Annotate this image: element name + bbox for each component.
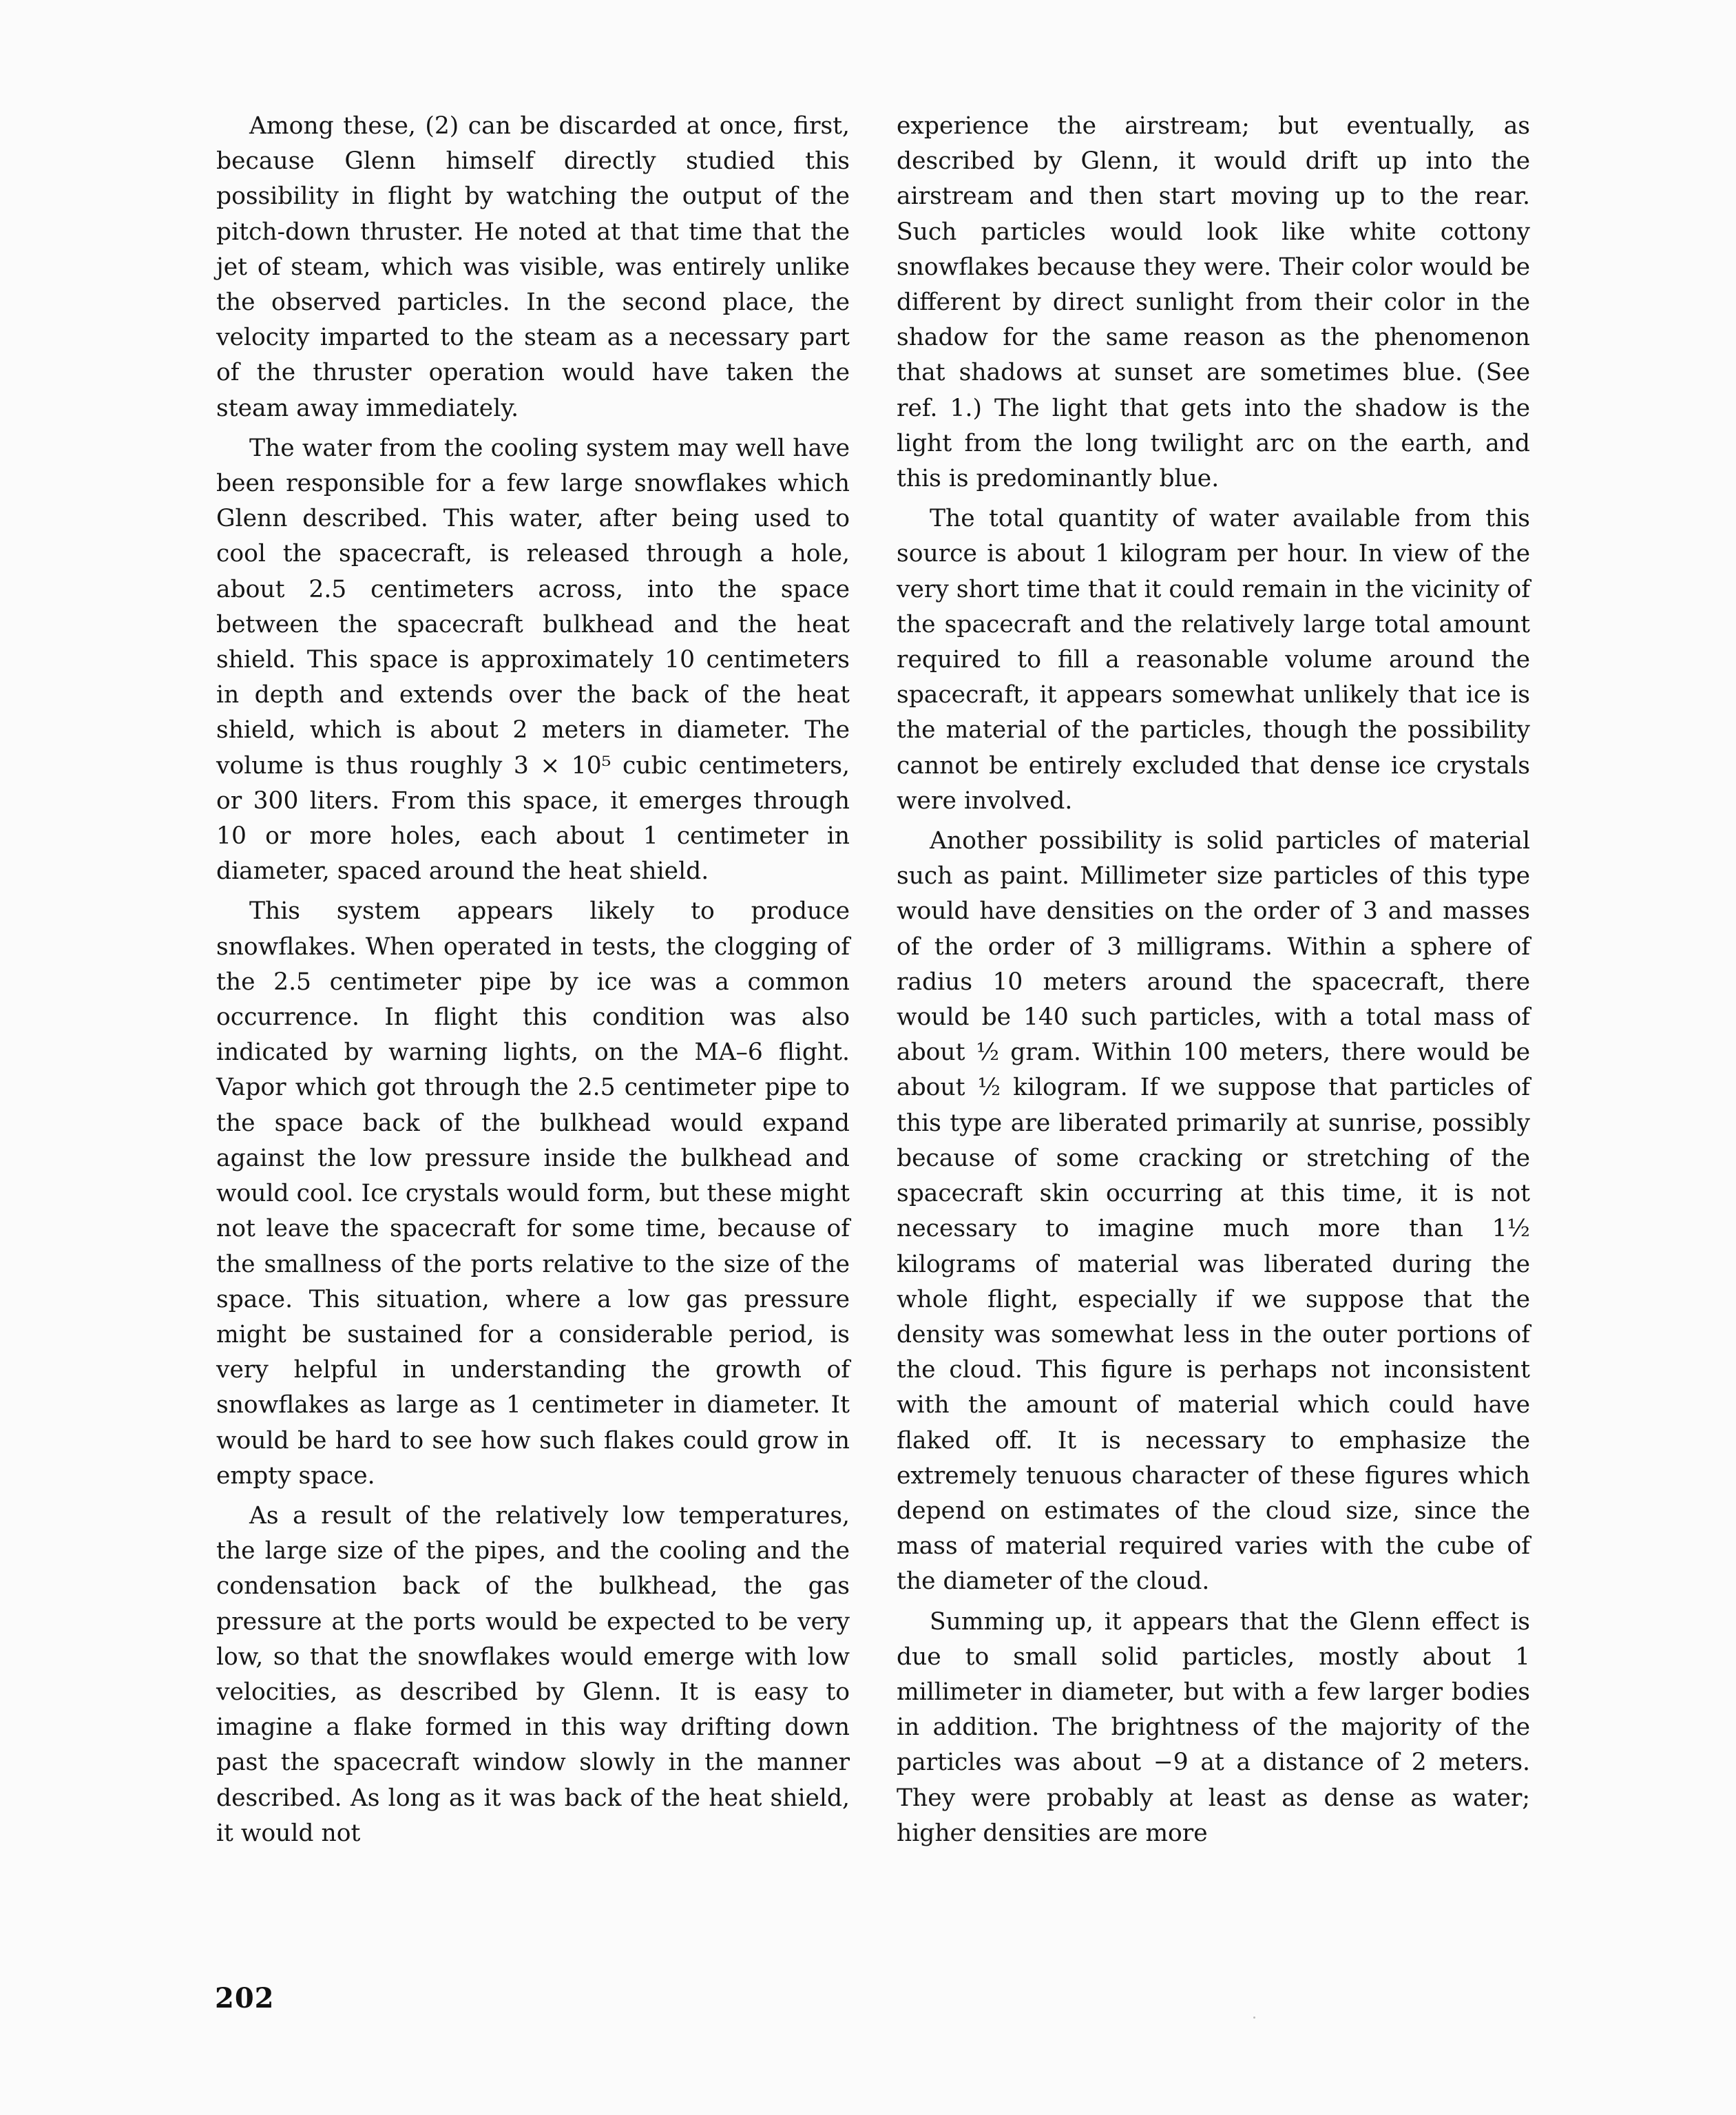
paragraph: The water from the cooling system may well have been responsible for a few large snowflakes which Glenn described. This water, after being used to cool the spacecraft, is released through a hole, about 2.5 centimeters across, into the space between the spacecraft bulkhead and the heat shield. This space is approximately 10 centimeters in depth and extends over the back of the heat shield, which is about 2 meters in diameter. The volume is thus roughly 3 × 10⁵ cubic centimeters, or 300 liters. From this space, it emerges through 10 or more holes, each about 1 centimeter in diameter, spaced around the heat shield. bbox=[216, 434, 850, 886]
paragraph-continued: experience the airstream; but eventually, as described by Glenn, it would drift up into the airstream and then start moving up to the rear. Such particles would look like white cottony snowflakes because they were. Their color would be different by direct sunlight from their color in the shadow for the same reason as the phenomenon that shadows at sunset are sometimes blue. (See ref. 1.) The light that gets into the shadow is the light from the long twilight arc on the earth, and this is predominantly blue. bbox=[897, 112, 1530, 493]
paragraph: This system appears likely to produce snowflakes. When operated in tests, the clogging of the 2.5 centimeter pipe by ice was a common occurrence. In flight this condition was also indicated by warning lights, on the MA–6 flight. Vapor which got through the 2.5 centimeter pipe to the space back of the bulkhead would expand against the low pressure inside the bulkhead and would cool. Ice crystals would form, but these might not leave the spacecraft for some time, because of the smallness of the ports relative to the size of the space. This situation, where a low gas pressure might be sustained for a considerable period, is very helpful in understanding the growth of snowflakes as large as 1 centimeter in diameter. It would be hard to see how such flakes could grow in empty space. bbox=[216, 897, 850, 1490]
print-speck bbox=[1253, 2017, 1255, 2019]
page-number: 202 bbox=[215, 1982, 275, 2014]
right-text-column bbox=[897, 109, 1530, 1856]
paragraph: Another possibility is solid particles of material such as paint. Millimeter size particles of this type would have densities on the order of 3 and masses of the order of 3 milligrams. Within a sphere of radius 10 meters around the spacecraft, there would be 140 such particles, with a total mass of about ½ gram. Within 100 meters, there would be about ½ kilogram. If we suppose that particles of this type are liberated primarily at sunrise, possibly because of some cracking or stretching of the spacecraft skin occurring at this time, it is not necessary to imagine much more than 1½ kilograms of material was liberated during the whole flight, especially if we suppose that the density was somewhat less in the outer portions of the cloud. This figure is perhaps not inconsistent with the amount of material which could have flaked off. It is necessary to emphasize the extremely tenuous character of these figures which depend on estimates of the cloud size, since the mass of material required varies with the cube of the diameter of the cloud. bbox=[897, 827, 1530, 1596]
paragraph: The total quantity of water available from this source is about 1 kilogram per hour. In view of the very short time that it could remain in the vicinity of the spacecraft and the relatively large total amount required to fill a reasonable volume around the spacecraft, it appears somewhat unlikely that ice is the material of the particles, though the possibility cannot be entirely excluded that dense ice crystals were involved. bbox=[897, 505, 1530, 815]
left-text-column bbox=[216, 109, 850, 1856]
paragraph: Among these, (2) can be discarded at once, first, because Glenn himself directly studied this possibility in flight by watching the output of the pitch-down thruster. He noted at that time that the jet of steam, which was visible, was entirely unlike the observed particles. In the second place, the velocity imparted to the steam as a necessary part of the thruster operation would have taken the steam away immediately. bbox=[216, 112, 850, 422]
paragraph: Summing up, it appears that the Glenn effect is due to small solid particles, mostly about 1 millimeter in diameter, but with a few larger bodies in addition. The brightness of the majority of the particles was about −9 at a distance of 2 meters. They were probably at least as dense as water; higher densities are more bbox=[897, 1607, 1530, 1847]
paragraph: As a result of the relatively low temperatures, the large size of the pipes, and the cooling and the condensation back of the bulkhead, the gas pressure at the ports would be expected to be very low, so that the snowflakes would emerge with low velocities, as described by Glenn. It is easy to imagine a flake formed in this way drifting down past the spacecraft window slowly in the manner described. As long as it was back of the heat shield, it would not bbox=[216, 1501, 850, 1847]
